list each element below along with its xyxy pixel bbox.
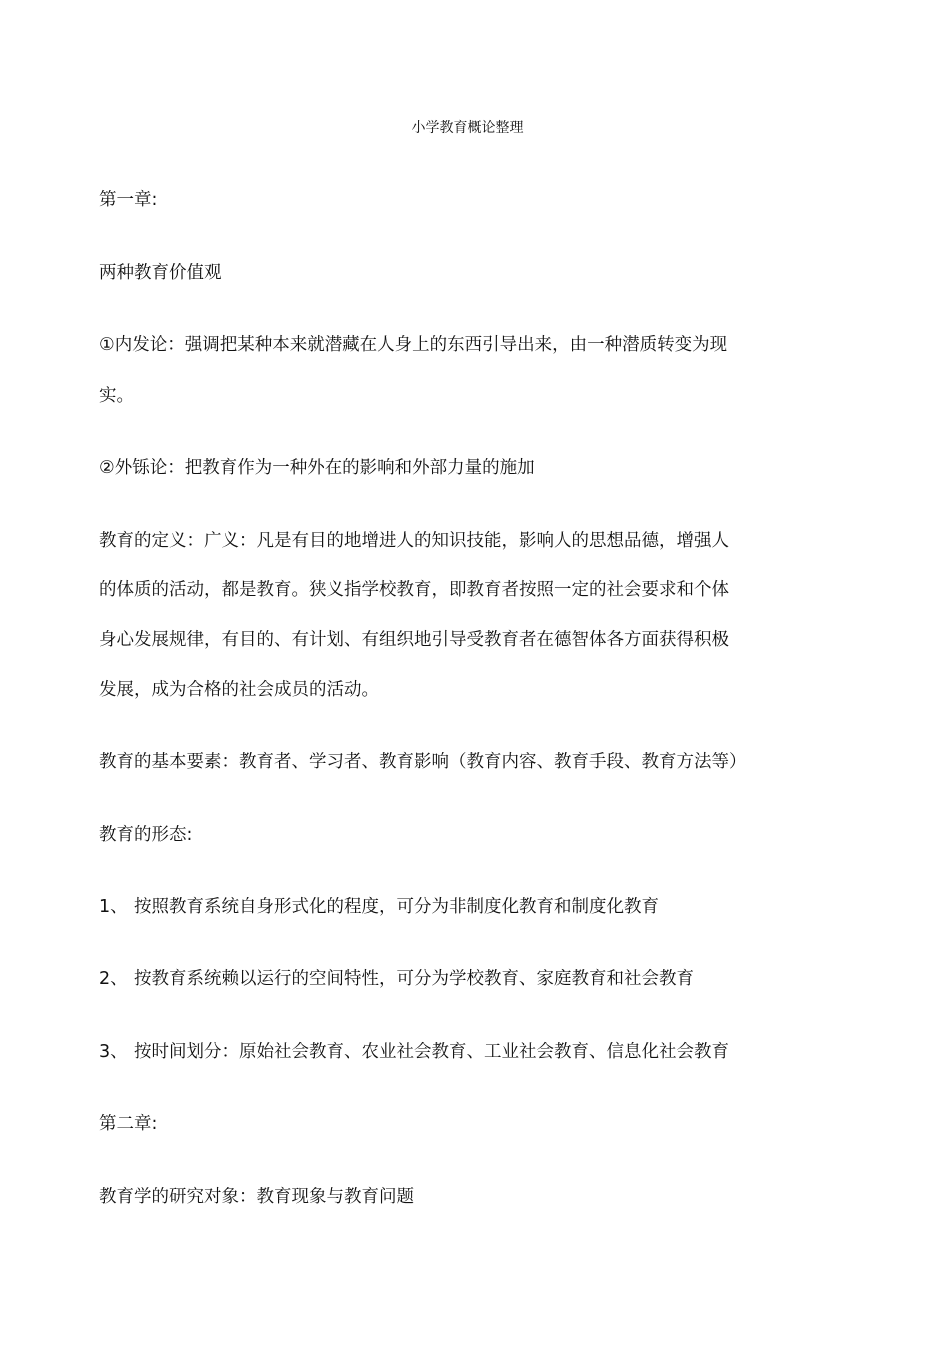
internal-theory-line-1: ①内发论：强调把某种本来就潜藏在人身上的东西引导出来，由一种潜质转变为现 <box>99 335 728 355</box>
list-item-number: 2、 <box>99 969 128 989</box>
list-item-text: 按教育系统赖以运行的空间特性，可分为学校教育、家庭教育和社会教育 <box>134 969 694 989</box>
education-form-item <box>99 967 819 991</box>
education-values-heading: 两种教育价值观 <box>99 263 222 283</box>
education-form-item <box>99 1040 819 1064</box>
basic-elements-paragraph: 教育的基本要素：教育者、学习者、教育影响（教育内容、教育手段、教育方法等） <box>99 752 747 772</box>
definition-line-2: 的体质的活动，都是教育。狭义指学校教育，即教育者按照一定的社会要求和个体 <box>99 580 729 600</box>
education-forms-heading: 教育的形态: <box>99 825 193 845</box>
chapter-2-heading: 第二章: <box>99 1114 158 1134</box>
internal-theory-line-2: 实。 <box>99 386 134 406</box>
definition-line-1: 教育的定义：广义：凡是有目的地增进人的知识技能，影响人的思想品德，增强人 <box>99 531 729 551</box>
definition-line-4: 发展，成为合格的社会成员的活动。 <box>99 680 379 700</box>
definition-line-3: 身心发展规律，有目的、有计划、有组织地引导受教育者在德智体各方面获得积极 <box>99 630 729 650</box>
list-item-number: 1、 <box>99 897 128 917</box>
education-form-item <box>99 895 819 919</box>
list-item-text: 按照教育系统自身形式化的程度，可分为非制度化教育和制度化教育 <box>134 897 659 917</box>
list-item-number: 3、 <box>99 1042 128 1062</box>
document-title: 小学教育概论整理 <box>411 120 524 136</box>
research-object-paragraph: 教育学的研究对象：教育现象与教育问题 <box>99 1187 414 1207</box>
external-theory-paragraph: ②外铄论：把教育作为一种外在的影响和外部力量的施加 <box>99 458 535 478</box>
list-item-text: 按时间划分：原始社会教育、农业社会教育、工业社会教育、信息化社会教育 <box>134 1042 729 1062</box>
chapter-1-heading: 第一章: <box>99 190 158 210</box>
